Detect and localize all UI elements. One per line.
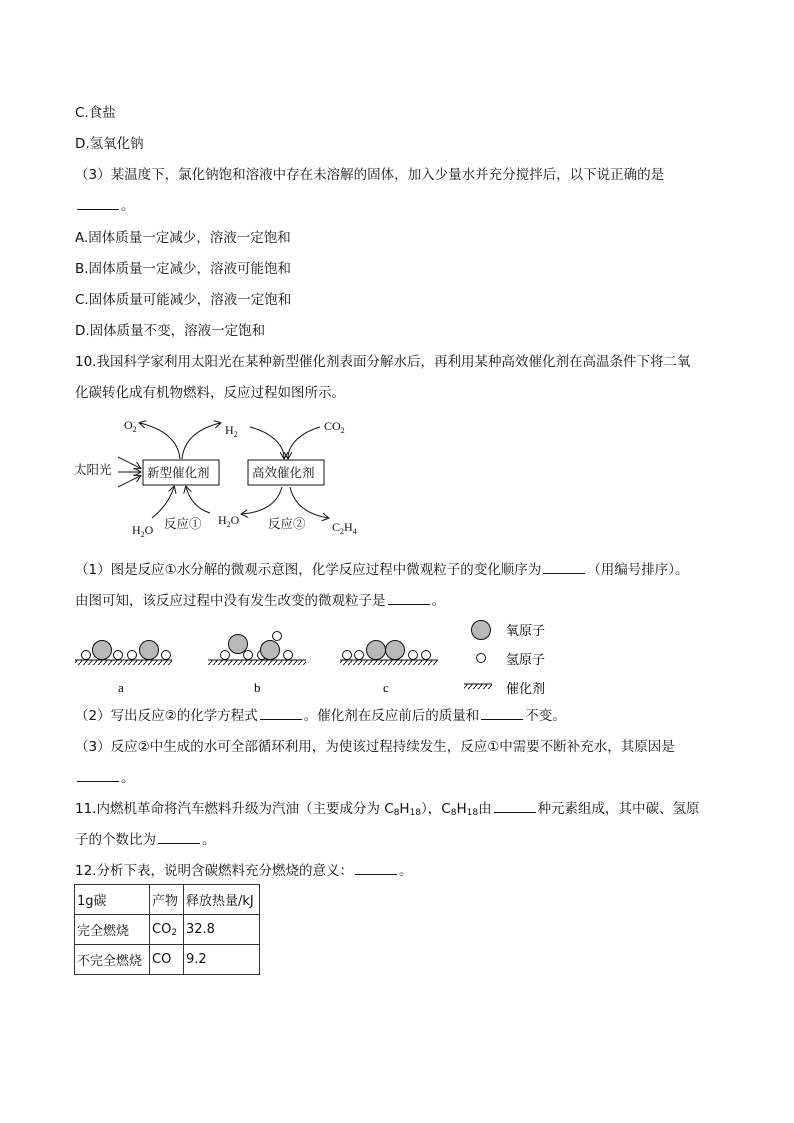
table-header-cell: 释放热量/kJ	[184, 885, 260, 915]
question-text: 不变。	[525, 708, 566, 724]
subscript: 8	[450, 808, 457, 818]
c2h4-label: $C_2H_4$	[332, 520, 357, 536]
question-text: 12.分析下表，说明含碳燃料充分燃烧的意义：	[75, 863, 353, 879]
period: 。	[398, 863, 413, 879]
oxygen-atom	[229, 635, 248, 654]
label-c: c	[383, 680, 389, 695]
hydrogen-atom	[273, 632, 282, 641]
question-11-line-1	[75, 800, 700, 822]
hydrogen-atom	[284, 651, 293, 660]
state-b	[208, 632, 306, 696]
catalyst-hatch	[208, 660, 306, 665]
option-c: C.食盐	[75, 105, 116, 121]
question-text: （2）写出反应②的化学方程式	[75, 708, 258, 724]
answer-blank[interactable]	[77, 769, 119, 782]
label-b: b	[254, 680, 261, 695]
h2-in-arrow	[250, 427, 284, 458]
catalyst-hatch	[75, 660, 172, 665]
combustion-table	[74, 884, 260, 975]
question-text: 由	[478, 801, 492, 817]
question-text: （用编号排序）。	[587, 562, 689, 578]
question-text: 11.内燃机革命将汽车燃料升级为汽油（主要成分为 C	[75, 801, 394, 817]
answer-blank[interactable]	[481, 707, 523, 720]
legend	[464, 621, 545, 698]
sunlight-arrow	[118, 457, 140, 468]
sunlight-arrow	[118, 476, 140, 487]
answer-blank[interactable]	[355, 862, 397, 875]
oxygen-atom	[140, 641, 159, 660]
question-10-stem-2: 化碳转化成有机物燃料，反应过程如图所示。	[75, 385, 345, 401]
hydrogen-atom-legend-icon	[477, 654, 486, 663]
question-text: 由图可知，该反应过程中没有发生改变的微观粒子是	[75, 593, 386, 609]
table-cell: 完全燃烧	[75, 915, 150, 945]
table-header-row	[75, 885, 260, 915]
box-new-catalyst-label: 新型催化剂	[147, 466, 210, 480]
answer-line	[75, 197, 135, 215]
cell-text: CO	[152, 921, 172, 937]
choice-b: B.固体质量一定减少，溶液可能饱和	[75, 261, 292, 277]
question-10-1-line-1	[75, 561, 688, 579]
o2-label: $O_2$	[124, 418, 137, 434]
hydrogen-atom	[162, 651, 171, 660]
answer-blank[interactable]	[158, 831, 200, 844]
hydrogen-atom	[128, 651, 137, 660]
question-text: 子的个数比为	[75, 832, 156, 848]
answer-blank[interactable]	[77, 197, 119, 210]
question-text: （3）某温度下，氯化钠饱和溶液中存在未溶解的固体，加入少量水并充分搅拌后，以下说正确的是	[75, 167, 665, 183]
period: 。	[431, 593, 445, 609]
question-10-3: （3）反应②中生成的水可全部循环利用，为使该过程持续发生，反应①中需要不断补充水，其原因是	[75, 739, 675, 755]
table-cell: 32.8	[184, 915, 260, 945]
hydrogen-atom	[355, 651, 364, 660]
question-10-1-line-2	[75, 592, 445, 610]
hydrogen-atom	[82, 651, 91, 660]
h2o-recycle-arrow	[186, 487, 210, 513]
hydrogen-atom	[244, 651, 253, 660]
catalyst-legend-icon	[464, 684, 492, 689]
legend-hydrogen-label: 氢原子	[506, 653, 546, 668]
question-text: H	[456, 801, 467, 817]
question-12-stem	[75, 862, 412, 880]
choice-d: D.固体质量不变，溶液一定饱和	[75, 323, 266, 339]
oxygen-atom	[367, 641, 386, 660]
period: 。	[121, 770, 135, 786]
h2-arrow	[182, 423, 220, 459]
answer-blank[interactable]	[494, 800, 536, 813]
hydrogen-atom	[221, 651, 230, 660]
legend-catalyst-label: 催化剂	[506, 682, 546, 697]
question-10-stem-1: 10.我国科学家利用太阳光在某种新型催化剂表面分解水后，再利用某种高效催化剂在高温条件下将二氧	[75, 354, 691, 370]
hydrogen-atom	[343, 651, 352, 660]
question-text: （1）图是反应①水分解的微观示意图，化学反应过程中微观粒子的变化顺序为	[75, 562, 542, 578]
table-cell	[150, 915, 184, 945]
particle-diagram	[70, 615, 590, 705]
table-cell: 不完全燃烧	[75, 945, 150, 975]
h2o-label: $H_2O$	[132, 523, 154, 539]
subscript: 18	[466, 808, 479, 818]
cell-text: CO	[152, 952, 172, 967]
choice-c: C.固体质量可能减少，溶液一定饱和	[75, 292, 292, 308]
table-cell	[150, 945, 184, 975]
table-cell: 9.2	[184, 945, 260, 975]
question-text: 。催化剂在反应前后的质量和	[303, 708, 480, 724]
question-10-2	[75, 707, 566, 725]
question-text: ），C	[421, 801, 451, 817]
choice-a: A.固体质量一定减少，溶液一定饱和	[75, 230, 291, 246]
question-11-line-2	[75, 831, 216, 849]
h2o-in-arrow	[152, 487, 174, 518]
answer-blank[interactable]	[260, 707, 302, 720]
oxygen-atom-legend-icon	[472, 621, 491, 640]
reaction-1-label: 反应①	[164, 517, 202, 531]
co2-label: $CO_2$	[324, 419, 345, 435]
period: 。	[202, 832, 216, 848]
option-d: D.氢氧化钠	[75, 136, 144, 152]
label-a: a	[118, 680, 124, 695]
answer-blank[interactable]	[388, 592, 430, 605]
hydrogen-atom	[114, 651, 123, 660]
subscript: 18	[409, 808, 422, 818]
hydrogen-atom	[422, 651, 431, 660]
subscript: 2	[171, 927, 178, 938]
oxygen-atom	[261, 641, 280, 660]
table-header-cell: 1g碳	[75, 885, 150, 915]
subscript: 8	[393, 808, 400, 818]
h2o-out-arrow	[242, 487, 282, 514]
o2-arrow	[140, 423, 180, 459]
c2h4-out-arrow	[290, 487, 328, 518]
oxygen-atom	[386, 641, 405, 660]
reaction-diagram	[70, 410, 370, 540]
co2-in-arrow	[288, 427, 320, 458]
h2-label: $H_2$	[225, 423, 238, 439]
box-efficient-catalyst-label: 高效催化剂	[252, 466, 315, 480]
oxygen-atom	[93, 641, 112, 660]
table-row	[75, 945, 260, 975]
catalyst-hatch	[340, 660, 438, 665]
sunlight-label: 太阳光	[74, 463, 112, 477]
answer-blank[interactable]	[543, 561, 585, 574]
h2o-mid-label: $H_2O$	[218, 513, 240, 529]
table-row	[75, 915, 260, 945]
period: 。	[121, 198, 135, 214]
reaction-2-label: 反应②	[268, 517, 306, 531]
question-text: 种元素组成，其中碳、氢原	[537, 801, 700, 817]
legend-oxygen-label: 氧原子	[506, 624, 546, 639]
hydrogen-atom	[409, 651, 418, 660]
state-a	[75, 641, 172, 696]
question-9-3-stem	[75, 166, 664, 184]
question-text: H	[399, 801, 410, 817]
table-header-cell: 产物	[150, 885, 184, 915]
answer-line	[75, 769, 135, 787]
state-c	[340, 641, 438, 696]
